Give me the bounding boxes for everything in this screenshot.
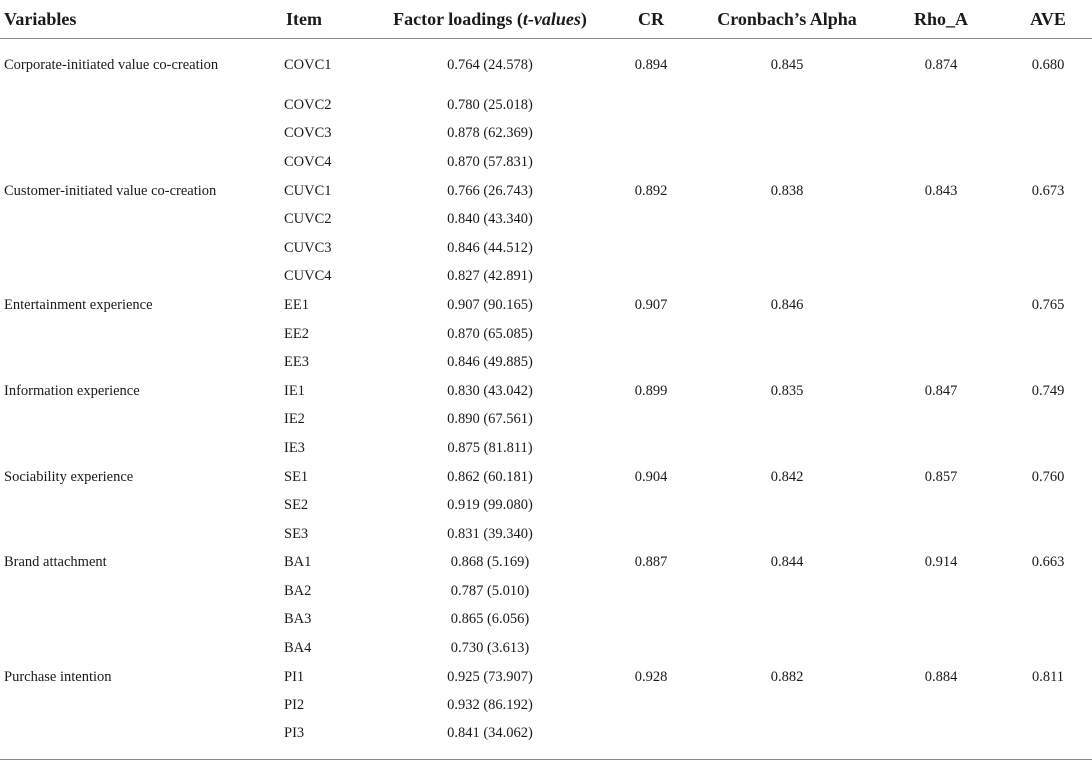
cell-cronbach-alpha (696, 406, 878, 435)
cell-item: PI2 (284, 697, 305, 714)
cell-factor-loading: 0.787 (5.010) (450, 582, 530, 599)
header-row (0, 0, 1092, 39)
cell-variable (0, 577, 282, 606)
table-row (0, 634, 1092, 663)
cell-rho-a (878, 120, 1004, 149)
cell-cronbach-alpha (696, 634, 878, 663)
cell-rho-a (878, 91, 1004, 120)
cell-factor-loading: 0.780 (25.018) (447, 96, 533, 113)
cell-ave (1004, 348, 1092, 377)
cell-factor-loading: 0.878 (62.369) (447, 125, 533, 142)
cell-rho-a (878, 434, 1004, 463)
cell-rho-a: 0.847 (924, 382, 958, 399)
cell-cronbach-alpha (696, 577, 878, 606)
cell-cronbach-alpha (696, 120, 878, 149)
table-row (0, 406, 1092, 435)
cell-rho-a (878, 148, 1004, 177)
cell-variable (0, 120, 282, 149)
table-row (0, 234, 1092, 263)
cell-item: CUVC4 (284, 268, 332, 285)
cell-ave: 0.765 (1031, 296, 1065, 313)
cell-item: SE2 (284, 497, 309, 514)
cell-ave (1004, 120, 1092, 149)
cell-factor-loading: 0.846 (44.512) (447, 239, 533, 256)
cell-ave (1004, 491, 1092, 520)
header-loadings-italic: t-values (522, 8, 581, 29)
cell-item: COVC1 (284, 56, 332, 73)
cell-factor-loading: 0.827 (42.891) (447, 268, 533, 285)
cell-cr (606, 148, 696, 177)
cell-ave (1004, 577, 1092, 606)
cell-ave (1004, 634, 1092, 663)
table-row (0, 177, 1092, 206)
cell-cronbach-alpha (696, 348, 878, 377)
cell-item: IE2 (284, 411, 305, 428)
table-row (0, 320, 1092, 349)
cell-cronbach-alpha (696, 205, 878, 234)
table-row (0, 577, 1092, 606)
cell-cr (606, 205, 696, 234)
cell-cr (606, 263, 696, 292)
cell-factor-loading: 0.764 (24.578) (447, 56, 533, 73)
cell-factor-loading: 0.870 (57.831) (447, 153, 533, 170)
cell-item: CUVC3 (284, 239, 332, 256)
cell-variable: Sociability experience (4, 468, 134, 485)
cell-rho-a: 0.857 (924, 468, 958, 485)
cell-rho-a (878, 234, 1004, 263)
table-row (0, 39, 1092, 92)
cell-factor-loading: 0.830 (43.042) (447, 382, 533, 399)
cell-cronbach-alpha (696, 720, 878, 760)
cell-variable (0, 205, 282, 234)
cell-item: IE1 (284, 382, 305, 399)
cell-cronbach-alpha (696, 91, 878, 120)
table-row (0, 549, 1092, 578)
cell-cronbach-alpha: 0.846 (770, 296, 804, 313)
cell-cr (606, 120, 696, 149)
cell-rho-a (878, 491, 1004, 520)
cell-variable: Information experience (4, 382, 140, 399)
cell-cr (606, 720, 696, 760)
table-row (0, 434, 1092, 463)
cell-rho-a (878, 720, 1004, 760)
cell-item: EE1 (284, 296, 309, 313)
cell-item: EE2 (284, 325, 309, 342)
cell-ave: 0.811 (1031, 668, 1065, 685)
cell-rho-a (878, 634, 1004, 663)
cell-variable (0, 520, 282, 549)
cell-cr (606, 320, 696, 349)
cell-factor-loading: 0.925 (73.907) (447, 668, 533, 685)
cell-ave (1004, 234, 1092, 263)
header-loadings-suffix: ) (580, 8, 587, 29)
cell-factor-loading: 0.890 (67.561) (447, 411, 533, 428)
cell-item: COVC3 (284, 125, 332, 142)
cell-rho-a: 0.884 (924, 668, 958, 685)
cell-ave (1004, 520, 1092, 549)
table-row (0, 606, 1092, 635)
cell-cronbach-alpha (696, 148, 878, 177)
cell-variable: Customer-initiated value co-creation (4, 182, 217, 199)
cell-variable (0, 148, 282, 177)
cell-ave (1004, 91, 1092, 120)
cell-factor-loading: 0.868 (5.169) (450, 554, 530, 571)
cell-variable (0, 606, 282, 635)
cell-variable (0, 691, 282, 720)
cell-cr: 0.928 (634, 668, 668, 685)
table-row (0, 377, 1092, 406)
cell-cr (606, 691, 696, 720)
cell-item: PI1 (284, 668, 305, 685)
cell-item: COVC4 (284, 153, 332, 170)
cell-ave: 0.749 (1031, 382, 1065, 399)
cell-cr (606, 606, 696, 635)
cell-cr: 0.887 (634, 554, 668, 571)
cell-cr: 0.899 (634, 382, 668, 399)
cell-variable (0, 720, 282, 760)
cell-item: BA4 (284, 640, 312, 657)
header-variables: Variables (0, 0, 282, 39)
cell-ave: 0.673 (1031, 182, 1065, 199)
cell-rho-a (878, 520, 1004, 549)
cell-factor-loading: 0.766 (26.743) (447, 182, 533, 199)
header-rho-a: Rho_A (878, 0, 1004, 39)
cell-factor-loading: 0.870 (65.085) (447, 325, 533, 342)
table-row (0, 148, 1092, 177)
cell-ave: 0.760 (1031, 468, 1065, 485)
cell-rho-a (878, 691, 1004, 720)
cell-variable (0, 91, 282, 120)
cell-ave (1004, 148, 1092, 177)
cell-cronbach-alpha: 0.882 (770, 668, 804, 685)
cell-ave (1004, 606, 1092, 635)
table-row (0, 263, 1092, 292)
cell-cr (606, 634, 696, 663)
cell-variable (0, 634, 282, 663)
table-row (0, 291, 1092, 320)
cell-factor-loading: 0.846 (49.885) (447, 354, 533, 371)
cell-cr: 0.894 (634, 56, 668, 73)
cell-cronbach-alpha (696, 320, 878, 349)
cell-item: BA1 (284, 554, 312, 571)
cell-factor-loading: 0.865 (6.056) (450, 611, 530, 628)
cell-cr (606, 406, 696, 435)
cell-cronbach-alpha (696, 520, 878, 549)
cell-ave (1004, 263, 1092, 292)
cell-variable: Entertainment experience (4, 296, 153, 313)
table-row (0, 720, 1092, 760)
cell-cronbach-alpha: 0.838 (770, 182, 804, 199)
cell-cronbach-alpha (696, 491, 878, 520)
table-row (0, 491, 1092, 520)
cell-cronbach-alpha (696, 606, 878, 635)
cell-rho-a: 0.843 (924, 182, 958, 199)
cell-variable (0, 491, 282, 520)
table-row (0, 463, 1092, 492)
cell-cr: 0.907 (634, 296, 668, 313)
cell-cronbach-alpha (696, 263, 878, 292)
cell-variable (0, 434, 282, 463)
cell-factor-loading: 0.862 (60.181) (447, 468, 533, 485)
table-row (0, 663, 1092, 692)
cell-item: PI3 (282, 720, 374, 760)
cell-variable (0, 406, 282, 435)
cell-factor-loading: 0.831 (39.340) (447, 525, 533, 542)
cell-rho-a: 0.914 (924, 554, 958, 571)
table-body (0, 39, 1092, 760)
cell-rho-a (878, 348, 1004, 377)
cell-variable (0, 348, 282, 377)
cell-factor-loading: 0.730 (3.613) (450, 640, 530, 657)
cell-cr (606, 234, 696, 263)
cell-variable: Corporate-initiated value co-creation (4, 56, 219, 73)
table-row (0, 520, 1092, 549)
cell-cr (606, 91, 696, 120)
cell-ave (1004, 406, 1092, 435)
cell-variable (0, 234, 282, 263)
cell-cronbach-alpha: 0.845 (770, 56, 804, 73)
table-row (0, 120, 1092, 149)
cell-variable: Brand attachment (4, 554, 107, 571)
cell-cr: 0.892 (634, 182, 668, 199)
cell-ave: 0.680 (1031, 56, 1065, 73)
cell-factor-loading: 0.907 (90.165) (447, 296, 533, 313)
cell-rho-a (878, 606, 1004, 635)
cell-item: BA3 (284, 611, 312, 628)
table-row (0, 205, 1092, 234)
cell-factor-loading: 0.932 (86.192) (447, 697, 533, 714)
cell-cronbach-alpha (696, 691, 878, 720)
table-row (0, 691, 1092, 720)
cell-cronbach-alpha (696, 234, 878, 263)
cell-rho-a (878, 291, 1004, 320)
cell-ave (1004, 691, 1092, 720)
header-item: Item (282, 0, 374, 39)
cell-factor-loading: 0.875 (81.811) (447, 439, 533, 456)
cell-rho-a (878, 205, 1004, 234)
cell-variable: Purchase intention (4, 668, 112, 685)
cell-ave (1004, 320, 1092, 349)
header-cr: CR (606, 0, 696, 39)
cell-item: EE3 (284, 354, 309, 371)
cell-factor-loading: 0.919 (99.080) (447, 497, 533, 514)
cell-factor-loading: 0.840 (43.340) (447, 211, 533, 228)
cell-cr (606, 434, 696, 463)
cell-variable (0, 263, 282, 292)
cell-cr: 0.904 (634, 468, 668, 485)
table-row (0, 91, 1092, 120)
cell-item: BA2 (284, 582, 312, 599)
cell-ave (1004, 434, 1092, 463)
cell-cronbach-alpha: 0.835 (770, 382, 804, 399)
cell-cr (606, 577, 696, 606)
cell-ave: 0.663 (1031, 554, 1065, 571)
table-row (0, 348, 1092, 377)
cell-item: COVC2 (284, 96, 332, 113)
cell-cronbach-alpha (696, 434, 878, 463)
cell-cr (606, 520, 696, 549)
cell-cr (606, 491, 696, 520)
cell-rho-a: 0.874 (924, 56, 958, 73)
cell-rho-a (878, 406, 1004, 435)
cell-rho-a (878, 263, 1004, 292)
header-ave: AVE (1004, 0, 1092, 39)
cell-item: IE3 (284, 439, 305, 456)
cell-cronbach-alpha: 0.842 (770, 468, 804, 485)
cell-cronbach-alpha: 0.844 (770, 554, 804, 571)
cell-factor-loading: 0.841 (34.062) (374, 720, 606, 760)
cell-item: CUVC2 (284, 211, 332, 228)
header-factor-loadings (374, 0, 606, 39)
cell-cr (606, 348, 696, 377)
cell-item: SE1 (284, 468, 309, 485)
cell-item: CUVC1 (284, 182, 332, 199)
cell-variable (0, 320, 282, 349)
header-loadings-prefix: Factor loadings ( (393, 8, 523, 29)
cell-ave (1004, 720, 1092, 760)
header-cronbach-alpha: Cronbach’s Alpha (696, 0, 878, 39)
table-header (0, 0, 1092, 39)
cell-ave (1004, 205, 1092, 234)
cell-item: SE3 (284, 525, 309, 542)
cell-rho-a (878, 577, 1004, 606)
cell-rho-a (878, 320, 1004, 349)
